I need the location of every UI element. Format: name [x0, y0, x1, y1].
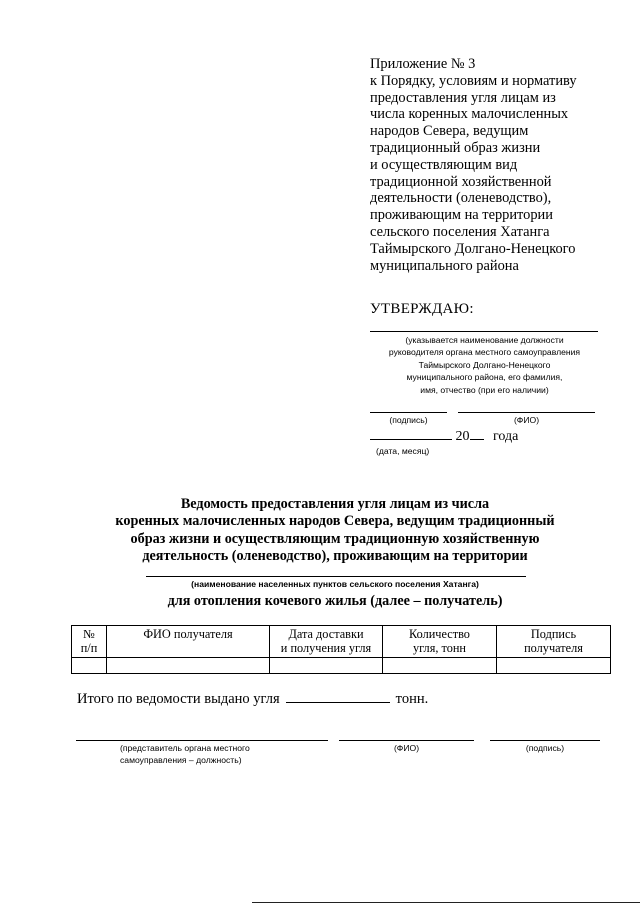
header-number — [72, 626, 107, 658]
table-cell[interactable] — [72, 658, 107, 674]
position-hint-line: имя, отчество (при его наличии) — [420, 384, 549, 395]
footer-signature-label: (подпись) — [525, 743, 565, 753]
total-prefix: Итого по ведомости выдано угля — [77, 691, 280, 707]
document-subtitle: для отопления кочевого жилья (далее – получатель) — [167, 593, 503, 609]
appendix-line: муниципального района — [370, 257, 519, 274]
footer-fio-label: (ФИО) — [393, 743, 420, 753]
appendix-line: народов Севера, ведущим — [370, 123, 529, 140]
appendix-line: сельского поселения Хатанга — [370, 223, 550, 240]
header-text: № — [83, 627, 95, 641]
signature-line — [370, 412, 447, 413]
appendix-block — [370, 56, 620, 274]
header-coal-amount — [383, 626, 497, 658]
table-cell[interactable] — [270, 658, 383, 674]
position-hint-line: муниципального района, его фамилия, — [406, 372, 563, 383]
representative-hint-line: самоуправления – должность) — [120, 755, 242, 766]
recipients-table — [71, 625, 611, 674]
header-text: угля, тонн — [412, 641, 467, 655]
header-recipient-signature — [497, 626, 611, 658]
position-hint — [362, 334, 607, 396]
header-text: Подпись — [530, 627, 577, 641]
title-line: деятельность (оленеводство), проживающим на территории — [142, 548, 528, 565]
settlements-hint: (наименование населенных пунктов сельского поселения Хатанга) — [191, 579, 479, 589]
header-text: и получения угля — [280, 641, 372, 655]
position-hint-line: (указывается наименование должности — [405, 335, 564, 345]
total-row — [77, 690, 428, 708]
header-text: Дата доставки — [288, 627, 364, 641]
document-title — [70, 496, 600, 566]
appendix-line: и осуществляющим вид — [370, 156, 518, 173]
position-hint-line: руководителя органа местного самоуправления — [388, 347, 581, 358]
table-cell[interactable] — [107, 658, 270, 674]
appendix-line: Приложение № 3 — [370, 56, 476, 72]
total-suffix: тонн. — [395, 691, 429, 707]
header-recipient-name — [107, 626, 270, 658]
table-header-row — [72, 626, 611, 658]
header-text: ФИО получателя — [143, 627, 233, 641]
footer-fio-line — [339, 740, 474, 741]
date-row — [370, 427, 518, 445]
representative-hint-line: (представитель органа местного — [120, 743, 250, 753]
appendix-line: к Порядку, условиям и нормативу — [370, 72, 577, 89]
representative-hint — [120, 742, 250, 767]
title-line: коренных малочисленных народов Севера, ведущим традиционный — [115, 513, 555, 530]
title-line: образ жизни и осуществляющим традиционную хозяйственную — [130, 530, 540, 547]
appendix-line: предоставления угля лицам из — [370, 89, 556, 106]
header-text: Количество — [409, 627, 470, 641]
position-line — [370, 331, 598, 332]
table-cell[interactable] — [383, 658, 497, 674]
table-cell[interactable] — [497, 658, 611, 674]
table-row — [72, 658, 611, 674]
header-text: п/п — [80, 641, 98, 655]
appendix-line: традиционной хозяйственной — [370, 173, 552, 190]
year-suffix: года — [493, 429, 519, 444]
signature-label: (подпись) — [389, 415, 428, 425]
bottom-edge-line — [252, 902, 640, 903]
footer-signature-line — [490, 740, 600, 741]
year-blank — [470, 427, 484, 440]
fio-label: (ФИО) — [513, 415, 540, 425]
day-month-blank — [370, 427, 452, 440]
fio-line — [458, 412, 595, 413]
date-label: (дата, месяц) — [376, 446, 430, 456]
appendix-line: традиционный образ жизни — [370, 139, 541, 156]
title-line: Ведомость предоставления угля лицам из числа — [180, 496, 490, 512]
header-delivery-date — [270, 626, 383, 658]
year-prefix: 20 — [455, 429, 470, 444]
appendix-line: деятельности (оленеводство), — [370, 190, 552, 207]
settlements-line — [146, 576, 526, 577]
appendix-line: проживающим на территории — [370, 207, 553, 224]
appendix-line: числа коренных малочисленных — [370, 106, 569, 123]
total-amount-blank[interactable] — [286, 690, 390, 703]
header-text: получателя — [524, 641, 583, 655]
appendix-line: Таймырского Долгано-Ненецкого — [370, 240, 576, 257]
approval-heading: УТВЕРЖДАЮ: — [370, 301, 474, 317]
representative-line — [76, 740, 328, 741]
position-hint-line: Таймырского Долгано-Ненецкого — [418, 359, 551, 370]
